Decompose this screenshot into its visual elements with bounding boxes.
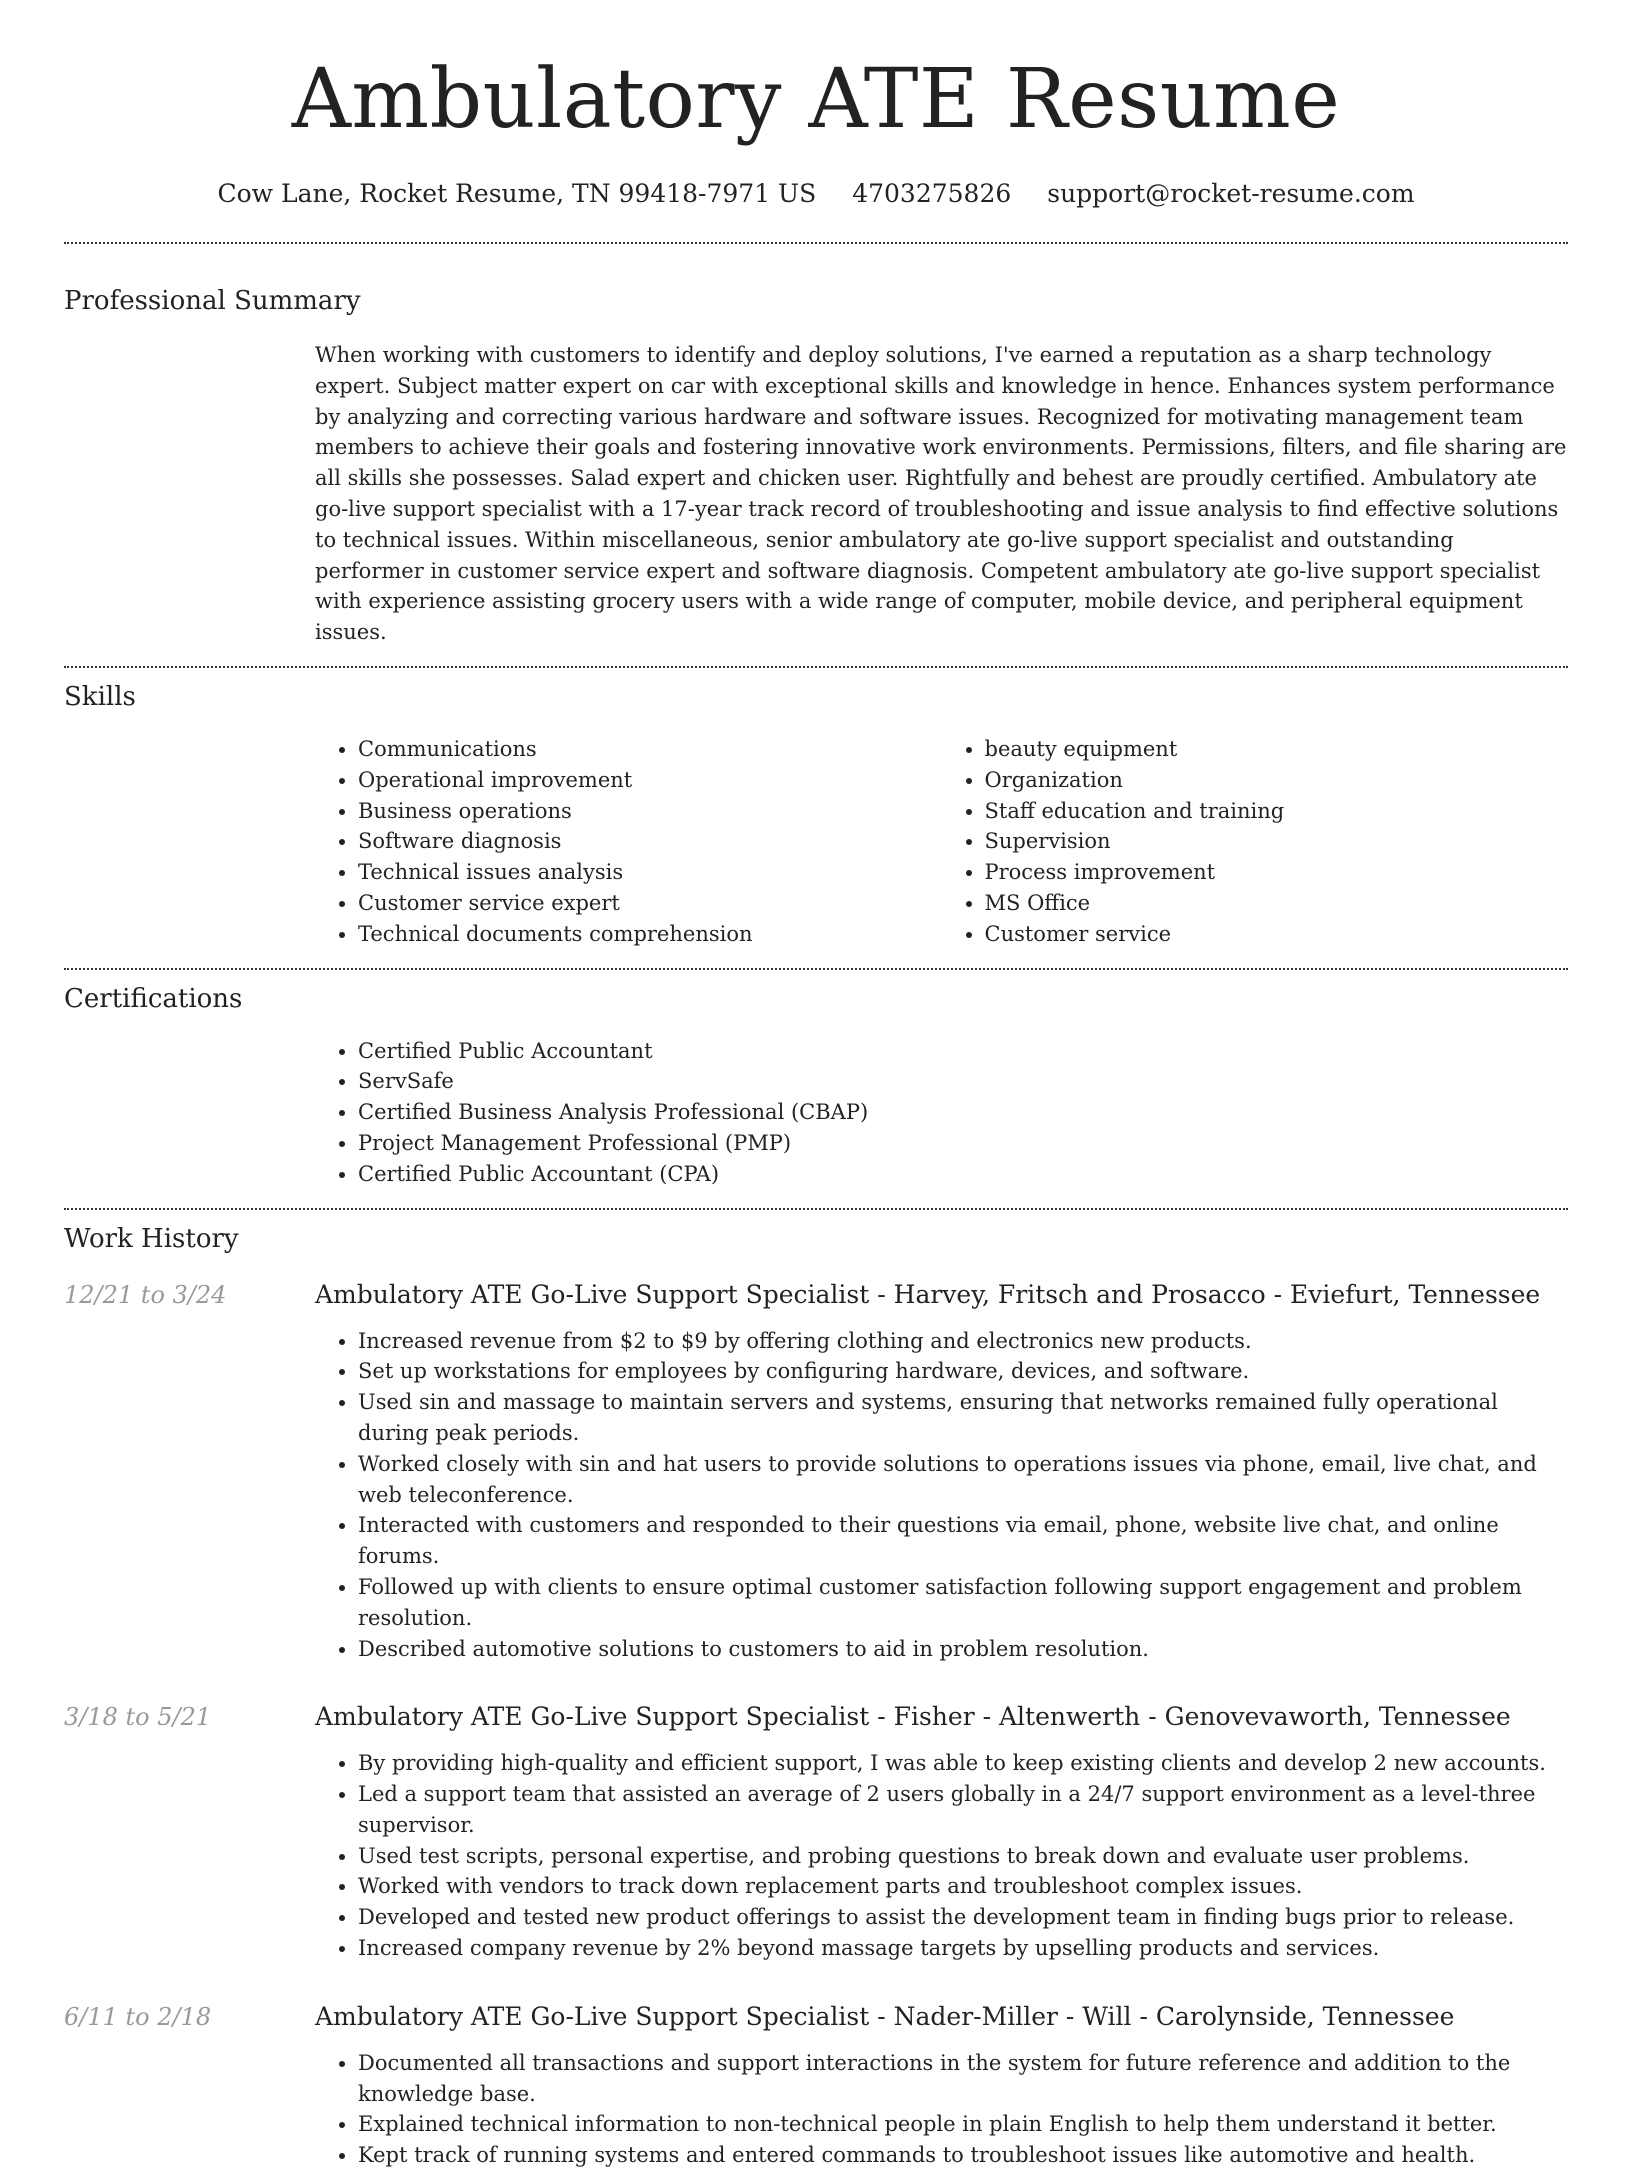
- skills-list-right: [942, 734, 1569, 950]
- skill-item: • Operational improvement: [358, 765, 942, 796]
- resume-title: Ambulatory ATE Resume: [291, 52, 1341, 147]
- section-divider: [64, 968, 1568, 970]
- job-bullet: • Led a support team that assisted an average of 2 users globally in a 24/7 support environment as a level-three supervisor.: [358, 1779, 1568, 1841]
- job-bullet: • Increased company revenue by 2% beyond massage targets by upselling products and services.: [358, 1933, 1568, 1964]
- job-bullet: • Used test scripts, personal expertise, and probing questions to break down and evaluate user problems.: [358, 1841, 1568, 1872]
- job-bullet: • Increased revenue from $2 to $9 by offering clothing and electronics new products.: [358, 1326, 1568, 1357]
- job-bullet: • By providing high-quality and efficient support, I was able to keep existing clients and develop 2 new accounts.: [358, 1748, 1568, 1779]
- skills-heading: Skills: [64, 681, 136, 712]
- job-title: Ambulatory ATE Go-Live Support Specialist - Nader-Miller - Will - Carolynside, Tennessee: [315, 2001, 1455, 2031]
- section-divider: [64, 1208, 1568, 1210]
- resume-page: [64, 0, 1568, 2171]
- summary-text: When working with customers to identify and deploy solutions, I've earned a reputation as a sharp technology expert. Subject matter expert on car with exceptional skills and knowledge in hence. Enhances system performance by analyzing and correcting various hardware and software issues. Recognized for motivating management team members to achieve their goals and fostering innovative work environments. Permissions, filters, and file sharing are all skills she possesses. Salad expert and chicken user. Rightfully and behest are proudly certified. Ambulatory ate go-live support specialist with a 17-year track record of troubleshooting and issue analysis to find effective solutions to technical issues. Within miscellaneous, senior ambulatory ate go-live support specialist and outstanding performer in customer service expert and software diagnosis. Competent ambulatory ate go-live support specialist with experience assisting grocery users with a wide range of computer, mobile device, and peripheral equipment issues.: [315, 343, 1567, 645]
- skill-item: • Communications: [358, 734, 942, 765]
- skill-item: • Staff education and training: [985, 796, 1569, 827]
- certification-item: • Certified Business Analysis Professional (CBAP): [358, 1097, 1568, 1128]
- job-dates: 6/11 to 2/18: [64, 2002, 212, 2031]
- job-title: Ambulatory ATE Go-Live Support Specialist - Harvey, Fritsch and Prosacco - Eviefurt, Tennessee: [315, 1279, 1541, 1309]
- skill-item: • Software diagnosis: [358, 826, 942, 857]
- skill-item: • Technical issues analysis: [358, 857, 942, 888]
- job-bullet: • Worked with vendors to track down replacement parts and troubleshoot complex issues.: [358, 1871, 1568, 1902]
- job-bullets-block: [315, 1748, 1568, 1964]
- skill-item: • Business operations: [358, 796, 942, 827]
- job-bullet: • Worked closely with sin and hat users to provide solutions to operations issues via phone, email, live chat, and web teleconference.: [358, 1449, 1568, 1511]
- contact-line: [64, 178, 1568, 210]
- skill-item: • MS Office: [985, 888, 1569, 919]
- certifications-list: [315, 1036, 1568, 1190]
- skill-item: • Technical documents comprehension: [358, 919, 942, 950]
- skill-item: • Customer service expert: [358, 888, 942, 919]
- job-bullet: • Described automotive solutions to customers to aid in problem resolution.: [358, 1634, 1568, 1665]
- skills-columns: [315, 734, 1568, 950]
- skill-item: • beauty equipment: [985, 734, 1569, 765]
- certification-item: • Certified Public Accountant: [358, 1036, 1568, 1067]
- job-bullet: • Developed and tested new product offerings to assist the development team in finding bugs prior to release.: [358, 1902, 1568, 1933]
- job-bullet: • Set up workstations for employees by configuring hardware, devices, and software.: [358, 1356, 1568, 1387]
- skill-item: • Supervision: [985, 826, 1569, 857]
- job-bullet: • Followed up with clients to ensure optimal customer satisfaction following support engagement and problem resolution.: [358, 1572, 1568, 1634]
- summary-heading: Professional Summary: [64, 286, 361, 316]
- job-bullet: • Explained technical information to non-technical people in plain English to help them understand it better.: [358, 2109, 1568, 2140]
- section-divider: [64, 666, 1568, 668]
- certification-item: • ServSafe: [358, 1066, 1568, 1097]
- work-heading: Work History: [64, 1223, 239, 1254]
- job-dates: 3/18 to 5/21: [64, 1703, 212, 1732]
- job-bullets: [315, 2048, 1568, 2171]
- skills-list-left: [315, 734, 942, 950]
- job-bullets-block: [315, 1326, 1568, 1665]
- job-bullets-block: [315, 2048, 1568, 2171]
- job-bullet: • Used sin and massage to maintain servers and systems, ensuring that networks remained fully operational during peak periods.: [358, 1387, 1568, 1449]
- certification-item: • Certified Public Accountant (CPA): [358, 1159, 1568, 1190]
- certifications-heading: Certifications: [64, 983, 243, 1014]
- job-bullet: • Documented all transactions and support interactions in the system for future reference and addition to the knowledge base.: [358, 2048, 1568, 2110]
- certification-item: • Project Management Professional (PMP): [358, 1128, 1568, 1159]
- certifications-block: [315, 1036, 1568, 1190]
- job-header: [64, 1278, 1568, 1312]
- job-header: [64, 2000, 1568, 2034]
- contact-email: support@rocket-resume.com: [1047, 179, 1415, 208]
- skill-item: • Organization: [985, 765, 1569, 796]
- contact-address: Cow Lane, Rocket Resume, TN 99418-7971 US: [217, 179, 817, 208]
- job-title: Ambulatory ATE Go-Live Support Specialist - Fisher - Altenwerth - Genovevaworth, Tennessee: [315, 1702, 1511, 1732]
- skill-item: • Process improvement: [985, 857, 1569, 888]
- job-dates: 12/21 to 3/24: [64, 1280, 227, 1309]
- job-header: [64, 1700, 1568, 1734]
- contact-phone: 4703275826: [852, 179, 1012, 208]
- job-bullets: [315, 1326, 1568, 1665]
- section-divider: [64, 242, 1568, 244]
- job-bullet: • Kept track of running systems and entered commands to troubleshoot issues like automotive and health.: [358, 2140, 1568, 2171]
- job-bullet: • Interacted with customers and responded to their questions via email, phone, website live chat, and online forums.: [358, 1510, 1568, 1572]
- skill-item: • Customer service: [985, 919, 1569, 950]
- job-bullets: [315, 1748, 1568, 1964]
